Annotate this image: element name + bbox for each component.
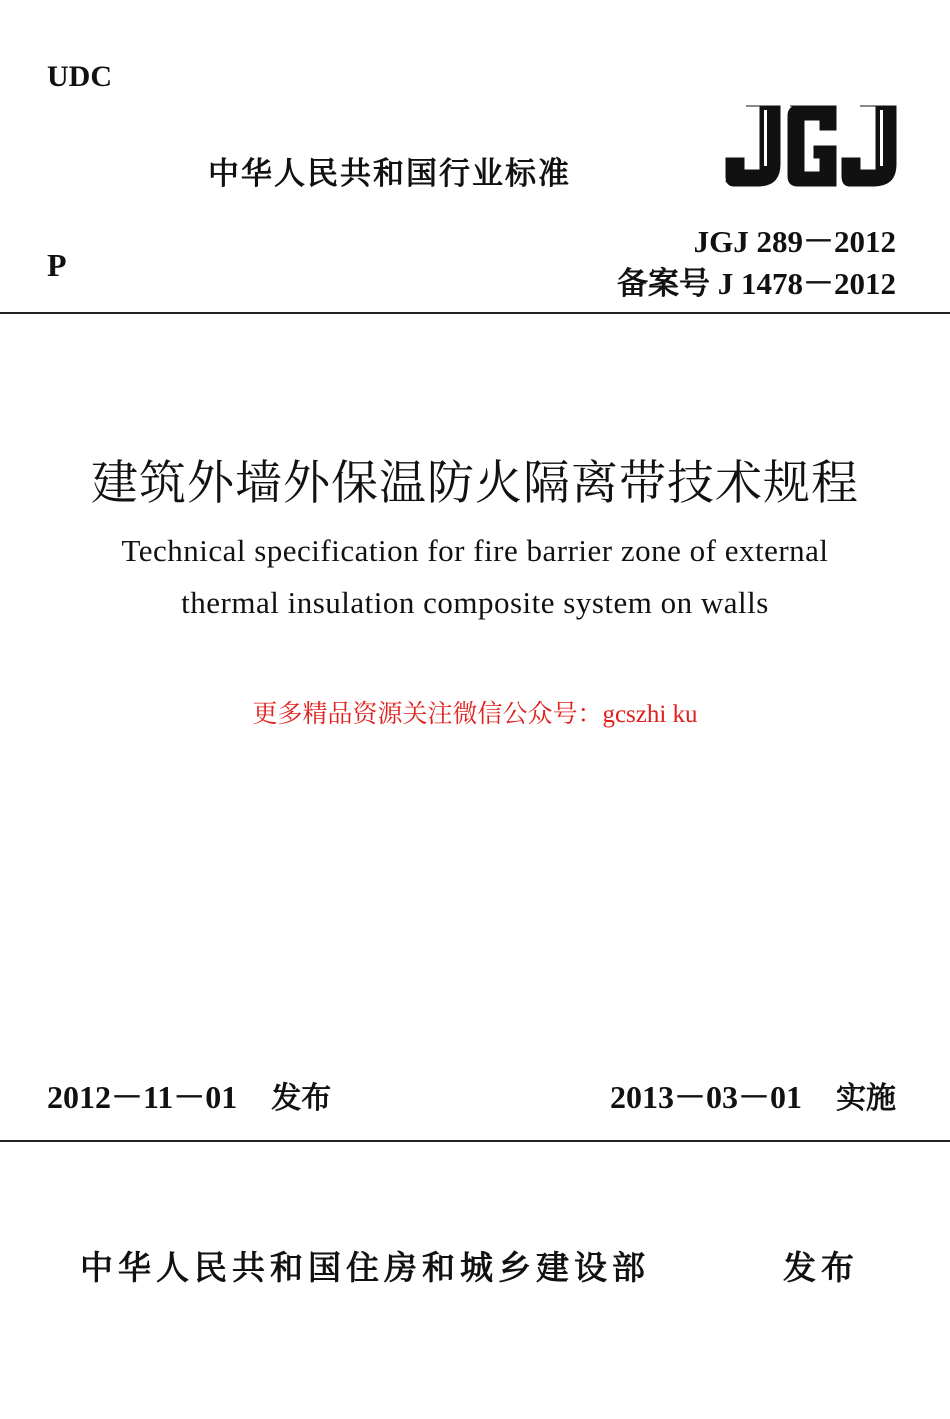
udc-label: UDC [47,60,112,93]
document-title-english-line2: thermal insulation composite system on walls [181,585,769,620]
promo-text: 更多精品资源关注微信公众号：gcszhi ku [252,701,698,728]
publisher-action: 发布 [783,1248,859,1287]
issue-date: 2012－11－01 [47,1079,238,1115]
jgj-logo [724,100,900,192]
header-divider [0,312,950,314]
effective-date-block [610,1072,896,1118]
category-letter: P [47,247,67,283]
effective-label: 实施 [836,1081,896,1116]
issue-date-block [47,1072,331,1118]
document-title-english-line1: Technical specification for fire barrier zone of external [121,533,829,568]
standard-type-title: 中华人民共和国行业标准 [208,156,571,192]
jgj-logo-text: JGJ [812,170,814,171]
effective-date: 2013－03－01 [609,1079,802,1115]
issue-label: 发布 [271,1081,332,1116]
standard-code: JGJ 289－2012 [693,224,896,259]
footer-divider [0,1140,950,1142]
publisher-name: 中华人民共和国住房和城乡建设部 [80,1248,650,1287]
document-title-chinese: 建筑外墙外保温防火隔离带技术规程 [91,456,859,511]
record-number: 备案号 J 1478－2012 [617,266,896,301]
